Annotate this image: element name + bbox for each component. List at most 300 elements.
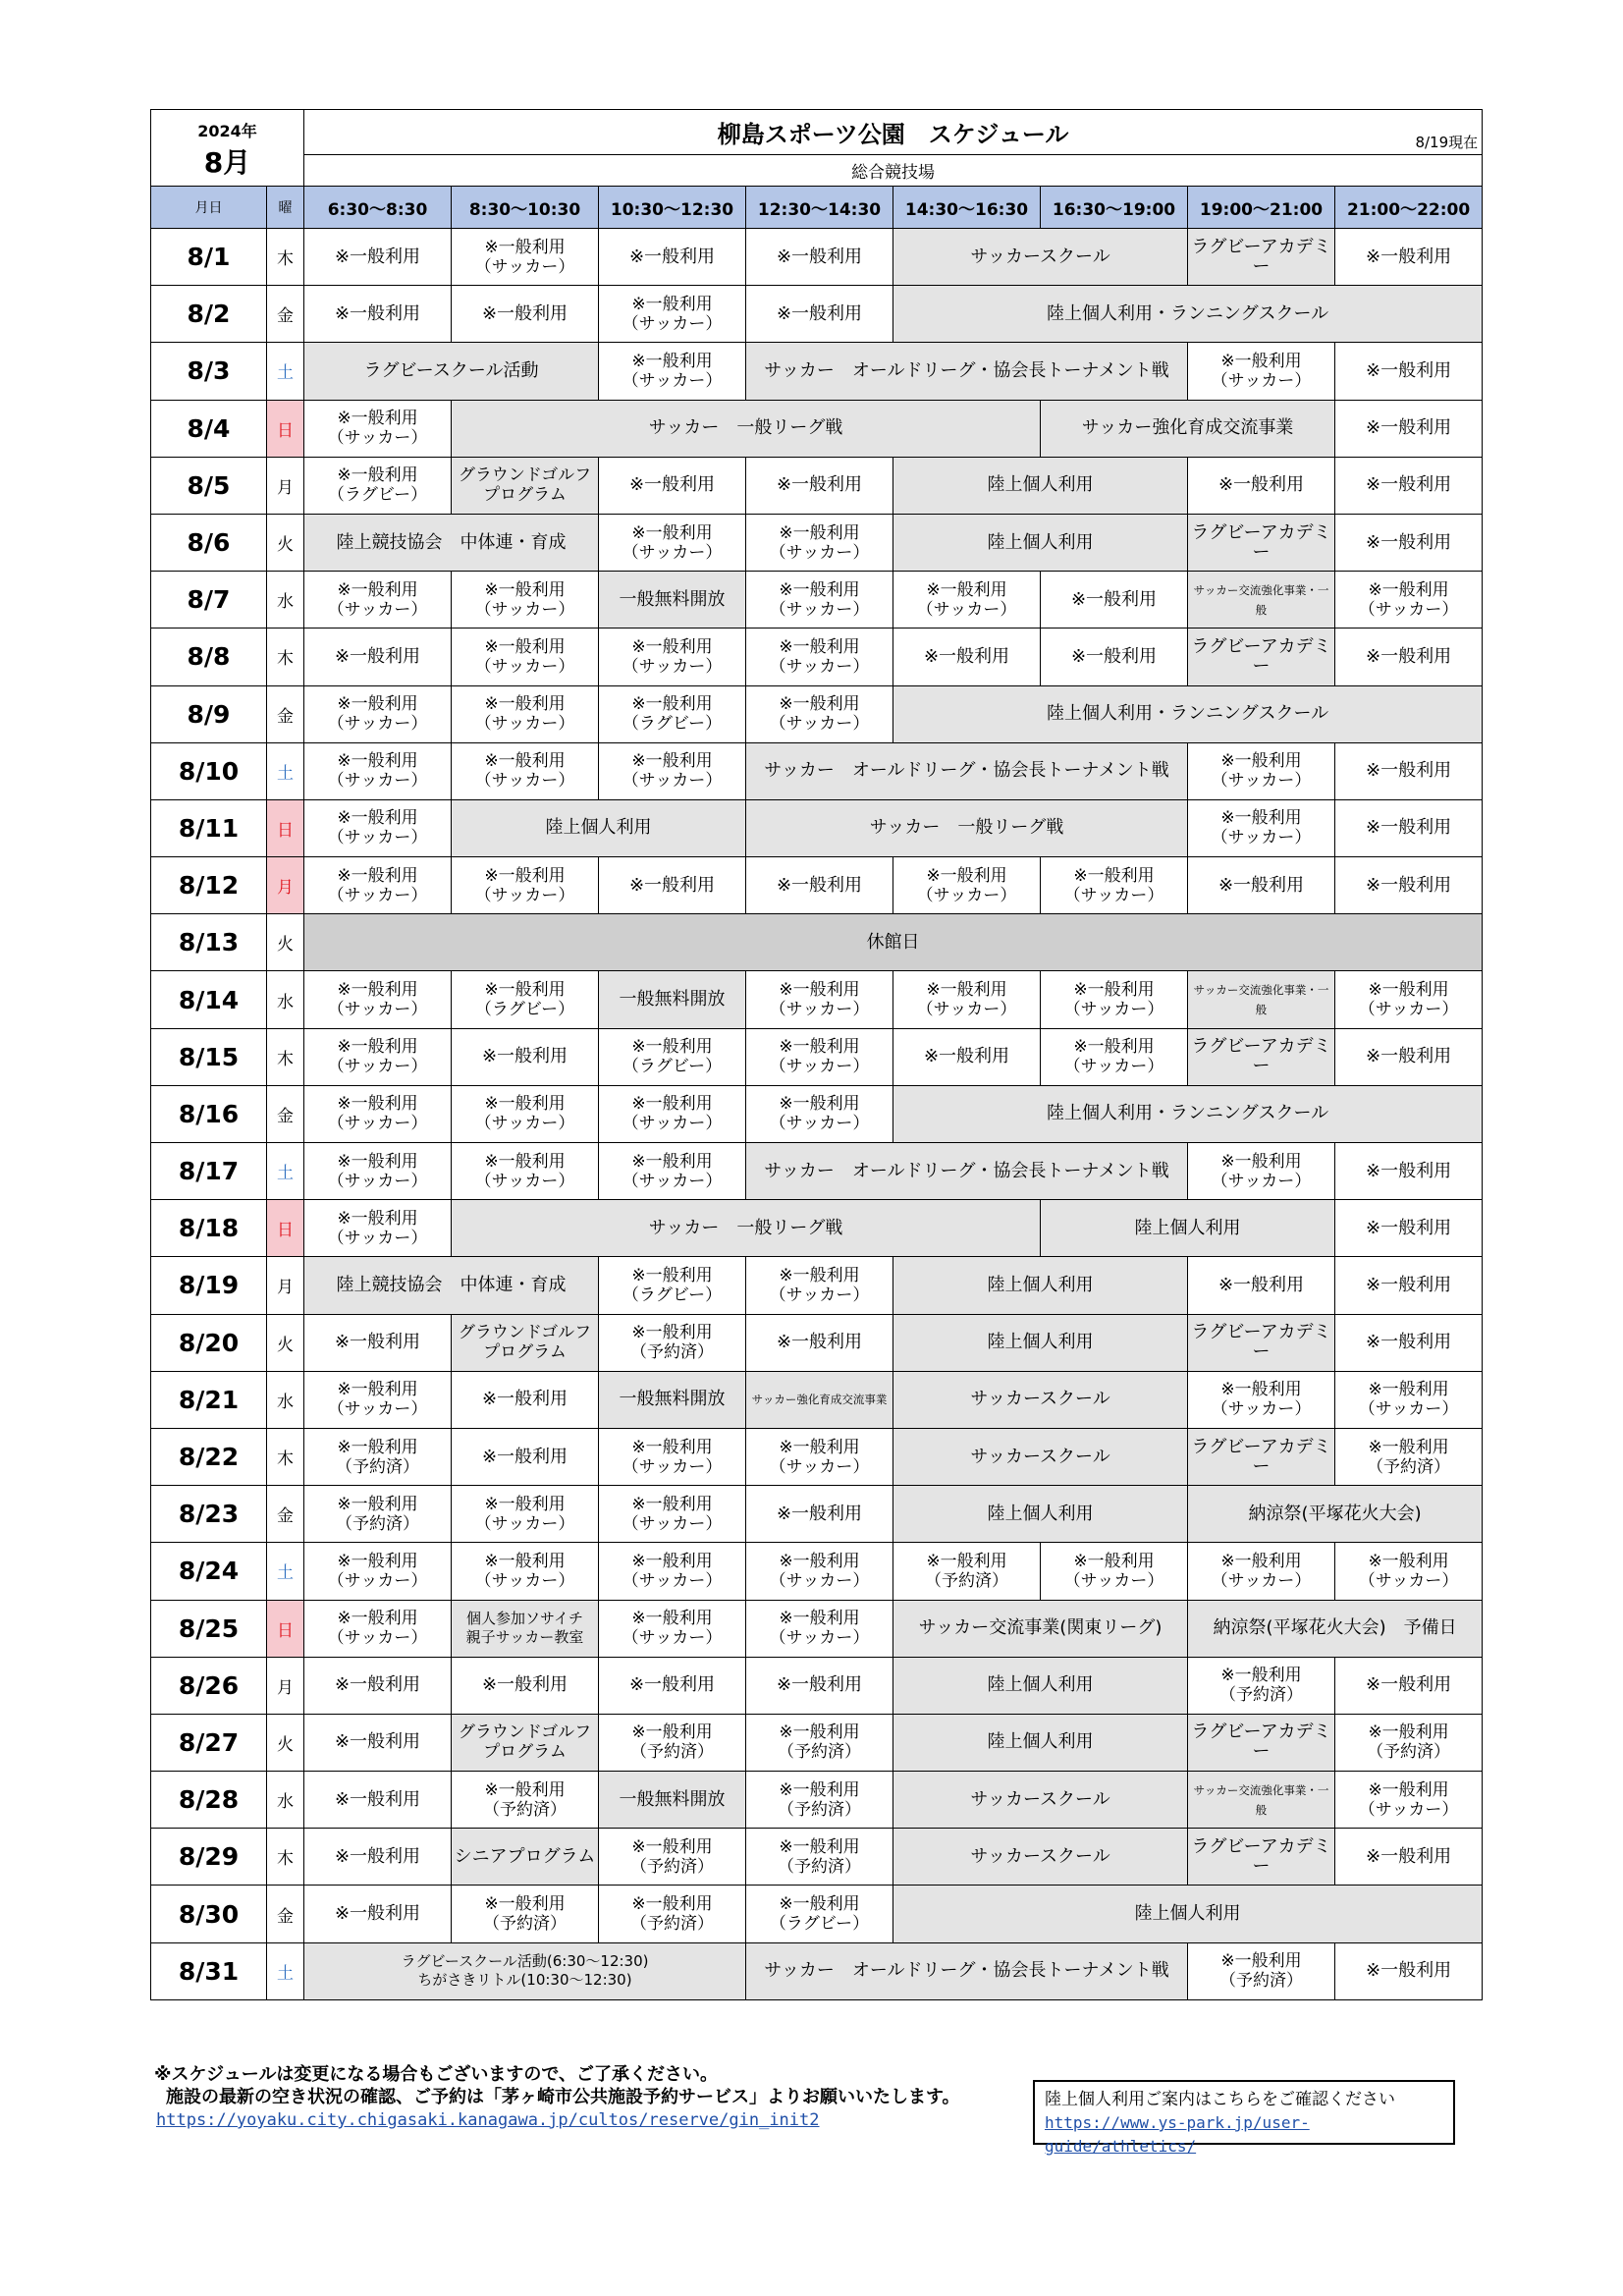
slot-cell: ※一般利用 （サッカー） — [599, 343, 746, 400]
venue-label: 総合競技場 — [304, 154, 1483, 186]
slot-cell: ※一般利用 （サッカー） — [452, 629, 599, 685]
column-header-slot: 6:30～8:30 — [304, 187, 452, 229]
date-cell: 8/18 — [151, 1200, 267, 1257]
slot-cell: サッカー オールドリーグ・協会長トーナメント戦 — [746, 742, 1188, 799]
slot-cell: ※一般利用 （サッカー） — [304, 1371, 452, 1428]
slot-cell: ※一般利用 （サッカー） — [304, 799, 452, 856]
slot-cell: ※一般利用 （サッカー） — [599, 286, 746, 343]
column-header-slot: 19:00～21:00 — [1188, 187, 1335, 229]
slot-cell: ※一般利用 （サッカー） — [1188, 742, 1335, 799]
slot-cell: 陸上個人利用 — [893, 1486, 1188, 1543]
weekday-cell: 木 — [267, 1028, 304, 1085]
date-cell: 8/22 — [151, 1428, 267, 1485]
slot-cell: サッカー オールドリーグ・協会長トーナメント戦 — [746, 1143, 1188, 1200]
date-cell: 8/21 — [151, 1371, 267, 1428]
slot-cell: ラグビーアカデミー — [1188, 1714, 1335, 1771]
slot-cell: ※一般利用 （サッカー） — [1335, 1543, 1483, 1600]
date-cell: 8/7 — [151, 572, 267, 629]
slot-cell: ※一般利用 （予約済） — [1335, 1428, 1483, 1485]
slot-cell: サッカースクール — [893, 1428, 1188, 1485]
schedule-row — [151, 1314, 1483, 1371]
slot-cell: ※一般利用 — [746, 1657, 893, 1714]
schedule-row — [151, 1543, 1483, 1600]
schedule-table — [150, 109, 1483, 2000]
slot-cell: サッカースクール — [893, 229, 1188, 286]
slot-cell: ※一般利用 （ラグビー） — [304, 457, 452, 514]
weekday-cell: 日 — [267, 1200, 304, 1257]
closed-day-cell: 休館日 — [304, 914, 1483, 971]
slot-cell: ※一般利用 （サッカー） — [452, 1143, 599, 1200]
slot-cell: 一般無料開放 — [599, 1371, 746, 1428]
slot-cell: ※一般利用 — [304, 629, 452, 685]
slot-cell: ※一般利用 — [452, 1428, 599, 1485]
slot-cell: ※一般利用 — [304, 229, 452, 286]
schedule-row — [151, 1428, 1483, 1485]
slot-cell: ※一般利用 — [452, 1657, 599, 1714]
slot-cell: ※一般利用 （ラグビー） — [746, 1886, 893, 1942]
date-cell: 8/27 — [151, 1714, 267, 1771]
weekday-cell: 水 — [267, 1772, 304, 1829]
slot-cell: ※一般利用 （予約済） — [1188, 1942, 1335, 1999]
slot-cell: 陸上個人利用・ランニングスクール — [893, 685, 1483, 742]
slot-cell: ※一般利用 — [1041, 572, 1188, 629]
weekday-cell: 土 — [267, 1543, 304, 1600]
weekday-cell: 月 — [267, 1257, 304, 1314]
slot-cell: ラグビーアカデミー — [1188, 1829, 1335, 1886]
weekday-cell: 木 — [267, 629, 304, 685]
slot-cell: グラウンドゴルフ プログラム — [452, 1314, 599, 1371]
column-header-slot: 10:30～12:30 — [599, 187, 746, 229]
slot-cell: ※一般利用 （サッカー） — [1188, 1143, 1335, 1200]
slot-cell: ※一般利用 （サッカー） — [1041, 857, 1188, 914]
slot-cell: ※一般利用 （サッカー） — [746, 629, 893, 685]
weekday-cell: 火 — [267, 1314, 304, 1371]
slot-cell: 陸上競技協会 中体連・育成 — [304, 1257, 599, 1314]
slot-cell: ※一般利用 （予約済） — [599, 1886, 746, 1942]
slot-cell: ラグビーアカデミー — [1188, 1028, 1335, 1085]
slot-cell: ※一般利用 — [1188, 857, 1335, 914]
weekday-cell: 月 — [267, 1657, 304, 1714]
slot-cell: ※一般利用 （予約済） — [304, 1428, 452, 1485]
weekday-cell: 土 — [267, 742, 304, 799]
slot-cell: ※一般利用 （サッカー） — [1041, 1543, 1188, 1600]
schedule-row — [151, 1257, 1483, 1314]
slot-cell: ※一般利用 （サッカー） — [599, 1428, 746, 1485]
weekday-cell: 木 — [267, 1428, 304, 1485]
slot-cell: ※一般利用 — [452, 1028, 599, 1085]
schedule-row — [151, 629, 1483, 685]
slot-cell: ※一般利用 （サッカー） — [452, 1085, 599, 1142]
schedule-row — [151, 857, 1483, 914]
slot-cell: ※一般利用 — [1335, 799, 1483, 856]
schedule-row — [151, 1886, 1483, 1942]
date-cell: 8/1 — [151, 229, 267, 286]
slot-cell: ※一般利用 — [304, 1657, 452, 1714]
slot-cell: ※一般利用 （サッカー） — [304, 1143, 452, 1200]
slot-cell: ※一般利用 — [746, 857, 893, 914]
schedule-row — [151, 1942, 1483, 1999]
column-header-weekday: 曜 — [267, 187, 304, 229]
slot-cell: ※一般利用 （サッカー） — [746, 1428, 893, 1485]
slot-cell: ※一般利用 — [1335, 857, 1483, 914]
schedule-row — [151, 514, 1483, 571]
slot-cell: ※一般利用 — [599, 457, 746, 514]
weekday-cell: 金 — [267, 1085, 304, 1142]
schedule-row — [151, 1486, 1483, 1543]
info-box-text: 陸上個人利用ご案内はこちらをご確認ください — [1045, 2090, 1395, 2109]
schedule-row — [151, 1600, 1483, 1657]
date-cell: 8/15 — [151, 1028, 267, 1085]
weekday-cell: 火 — [267, 514, 304, 571]
slot-cell: ※一般利用 （サッカー） — [452, 742, 599, 799]
as-of-date: 8/19現在 — [1415, 133, 1479, 151]
slot-cell: ※一般利用 — [1335, 1314, 1483, 1371]
slot-cell: サッカー強化育成交流事業 — [746, 1371, 893, 1428]
slot-cell: ※一般利用 （ラグビー） — [452, 971, 599, 1028]
date-cell: 8/4 — [151, 400, 267, 457]
schedule-row — [151, 457, 1483, 514]
slot-cell: ※一般利用 — [599, 857, 746, 914]
date-cell: 8/25 — [151, 1600, 267, 1657]
slot-cell: ※一般利用 （サッカー） — [304, 1028, 452, 1085]
weekday-cell: 月 — [267, 457, 304, 514]
slot-cell: サッカー オールドリーグ・協会長トーナメント戦 — [746, 343, 1188, 400]
column-header-row — [151, 187, 1483, 229]
slot-cell: 個人参加ソサイチ 親子サッカー教室 — [452, 1600, 599, 1657]
slot-cell: 陸上個人利用・ランニングスクール — [893, 1085, 1483, 1142]
slot-cell: 陸上個人利用 — [1041, 1200, 1335, 1257]
weekday-cell: 日 — [267, 1600, 304, 1657]
date-cell: 8/2 — [151, 286, 267, 343]
weekday-cell: 水 — [267, 971, 304, 1028]
notes — [154, 2063, 960, 2108]
slot-cell: ※一般利用 （予約済） — [599, 1829, 746, 1886]
slot-cell: ※一般利用 （サッカー） — [304, 857, 452, 914]
slot-cell: ※一般利用 （予約済） — [452, 1772, 599, 1829]
slot-cell: ※一般利用 （サッカー） — [1188, 799, 1335, 856]
slot-cell: ※一般利用 （予約済） — [746, 1714, 893, 1771]
athletics-guide-link[interactable]: https://www.ys-park.jp/user-guide/athletics/ — [1045, 2113, 1310, 2156]
slot-cell: ※一般利用 （サッカー） — [746, 1257, 893, 1314]
slot-cell: ※一般利用 — [1041, 629, 1188, 685]
slot-cell: 陸上個人利用 — [893, 1257, 1188, 1314]
slot-cell: ※一般利用 （予約済） — [452, 1886, 599, 1942]
slot-cell: ※一般利用 （サッカー） — [452, 1543, 599, 1600]
slot-cell: ※一般利用 （サッカー） — [304, 971, 452, 1028]
slot-cell: 一般無料開放 — [599, 971, 746, 1028]
slot-cell: ※一般利用 （サッカー） — [746, 685, 893, 742]
slot-cell: ※一般利用 — [304, 286, 452, 343]
date-cell: 8/26 — [151, 1657, 267, 1714]
slot-cell: ※一般利用 （予約済） — [1335, 1714, 1483, 1771]
weekday-cell: 金 — [267, 286, 304, 343]
slot-cell: 陸上個人利用 — [452, 799, 746, 856]
reservation-link[interactable]: https://yoyaku.city.chigasaki.kanagawa.jp/cultos/reserve/gin_init2 — [156, 2110, 820, 2130]
slot-cell: ※一般利用 （予約済） — [304, 1486, 452, 1543]
slot-cell: ※一般利用 — [1335, 229, 1483, 286]
slot-cell: ※一般利用 （サッカー） — [1188, 343, 1335, 400]
weekday-cell: 水 — [267, 572, 304, 629]
date-cell: 8/9 — [151, 685, 267, 742]
slot-cell: サッカースクール — [893, 1371, 1188, 1428]
schedule-row — [151, 914, 1483, 971]
slot-cell: ※一般利用 （予約済） — [1188, 1657, 1335, 1714]
slot-cell: ※一般利用 — [1335, 629, 1483, 685]
slot-cell: ※一般利用 （ラグビー） — [599, 1257, 746, 1314]
slot-cell: ※一般利用 （サッカー） — [1335, 971, 1483, 1028]
slot-cell: ※一般利用 — [1335, 1028, 1483, 1085]
schedule-row — [151, 1371, 1483, 1428]
slot-cell: ※一般利用 （サッカー） — [599, 629, 746, 685]
date-cell: 8/16 — [151, 1085, 267, 1142]
slot-cell: 陸上個人利用 — [893, 457, 1188, 514]
slot-cell: ※一般利用 — [1335, 1657, 1483, 1714]
slot-cell: ※一般利用 — [304, 1829, 452, 1886]
date-cell: 8/24 — [151, 1543, 267, 1600]
weekday-cell: 水 — [267, 1371, 304, 1428]
page-title: 柳島スポーツ公園 スケジュール — [717, 120, 1069, 148]
slot-cell: サッカー交流強化事業・一般 — [1188, 572, 1335, 629]
date-cell: 8/14 — [151, 971, 267, 1028]
slot-cell: ※一般利用 （サッカー） — [304, 1085, 452, 1142]
date-cell: 8/3 — [151, 343, 267, 400]
slot-cell: サッカースクール — [893, 1772, 1188, 1829]
slot-cell: ※一般利用 （サッカー） — [1335, 572, 1483, 629]
slot-cell: 陸上個人利用 — [893, 514, 1188, 571]
slot-cell: ※一般利用 — [1335, 514, 1483, 571]
slot-cell: ※一般利用 （サッカー） — [1041, 1028, 1188, 1085]
schedule-row — [151, 1714, 1483, 1771]
date-cell: 8/13 — [151, 914, 267, 971]
slot-cell: ※一般利用 （サッカー） — [1335, 1371, 1483, 1428]
slot-cell: ※一般利用 （サッカー） — [452, 857, 599, 914]
slot-cell: ※一般利用 （サッカー） — [1188, 1371, 1335, 1428]
schedule-row — [151, 1829, 1483, 1886]
date-cell: 8/5 — [151, 457, 267, 514]
slot-cell: ※一般利用 （サッカー） — [746, 514, 893, 571]
slot-cell: ※一般利用 （サッカー） — [746, 1600, 893, 1657]
slot-cell: ラグビーアカデミー — [1188, 1314, 1335, 1371]
slot-cell: ※一般利用 — [304, 1886, 452, 1942]
weekday-cell: 土 — [267, 1143, 304, 1200]
slot-cell: ※一般利用 — [452, 1371, 599, 1428]
schedule-row — [151, 1772, 1483, 1829]
slot-cell: ※一般利用 （サッカー） — [304, 400, 452, 457]
schedule-row — [151, 685, 1483, 742]
slot-cell: ※一般利用 — [1335, 1200, 1483, 1257]
date-cell: 8/10 — [151, 742, 267, 799]
schedule-row — [151, 971, 1483, 1028]
year-month-cell — [151, 110, 304, 187]
slot-cell: ※一般利用 — [1335, 742, 1483, 799]
slot-cell: ※一般利用 — [1335, 343, 1483, 400]
slot-cell: ※一般利用 （サッカー） — [304, 685, 452, 742]
weekday-cell: 金 — [267, 685, 304, 742]
schedule-row — [151, 1085, 1483, 1142]
column-header-slot: 21:00～22:00 — [1335, 187, 1483, 229]
slot-cell: ※一般利用 — [746, 1486, 893, 1543]
slot-cell: ※一般利用 （サッカー） — [599, 514, 746, 571]
weekday-cell: 金 — [267, 1886, 304, 1942]
schedule-row — [151, 400, 1483, 457]
weekday-cell: 火 — [267, 1714, 304, 1771]
slot-cell: ※一般利用 — [599, 1657, 746, 1714]
weekday-cell: 土 — [267, 343, 304, 400]
date-cell: 8/19 — [151, 1257, 267, 1314]
slot-cell: ※一般利用 （サッカー） — [304, 572, 452, 629]
date-cell: 8/28 — [151, 1772, 267, 1829]
slot-cell: ※一般利用 （ラグビー） — [599, 685, 746, 742]
slot-cell: ※一般利用 （サッカー） — [746, 1028, 893, 1085]
date-cell: 8/12 — [151, 857, 267, 914]
slot-cell: ※一般利用 — [893, 629, 1041, 685]
slot-cell: シニアプログラム — [452, 1829, 599, 1886]
slot-cell: サッカー オールドリーグ・協会長トーナメント戦 — [746, 1942, 1188, 1999]
schedule-row — [151, 1143, 1483, 1200]
slot-cell: ※一般利用 （予約済） — [746, 1772, 893, 1829]
column-header-slot: 8:30～10:30 — [452, 187, 599, 229]
slot-cell: ※一般利用 — [1335, 1257, 1483, 1314]
weekday-cell: 月 — [267, 857, 304, 914]
slot-cell: ※一般利用 （サッカー） — [1188, 1543, 1335, 1600]
slot-cell: ※一般利用 （サッカー） — [599, 742, 746, 799]
date-cell: 8/17 — [151, 1143, 267, 1200]
slot-cell: ※一般利用 （サッカー） — [746, 971, 893, 1028]
slot-cell: ※一般利用 （サッカー） — [304, 1543, 452, 1600]
slot-cell: 陸上個人利用 — [893, 1886, 1483, 1942]
schedule-row — [151, 742, 1483, 799]
weekday-cell: 土 — [267, 1942, 304, 1999]
slot-cell: ※一般利用 （サッカー） — [599, 1543, 746, 1600]
slot-cell: 陸上競技協会 中体連・育成 — [304, 514, 599, 571]
slot-cell: ※一般利用 （サッカー） — [304, 1600, 452, 1657]
weekday-cell: 木 — [267, 229, 304, 286]
slot-cell: ※一般利用 （サッカー） — [599, 1143, 746, 1200]
slot-cell: サッカー強化育成交流事業 — [1041, 400, 1335, 457]
slot-cell: ※一般利用 （ラグビー） — [599, 1028, 746, 1085]
slot-cell: 陸上個人利用・ランニングスクール — [893, 286, 1483, 343]
note-line-2: 施設の最新の空き状況の確認、ご予約は「茅ヶ崎市公共施設予約サービス」よりお願いいたします。 — [166, 2087, 960, 2107]
slot-cell: ※一般利用 （サッカー） — [452, 685, 599, 742]
slot-cell: ※一般利用 — [893, 1028, 1041, 1085]
title-cell — [304, 110, 1483, 155]
slot-cell: ※一般利用 — [1188, 457, 1335, 514]
slot-cell: ※一般利用 — [304, 1714, 452, 1771]
weekday-cell: 日 — [267, 400, 304, 457]
slot-cell: 陸上個人利用 — [893, 1657, 1188, 1714]
slot-cell: ※一般利用 （サッカー） — [599, 1085, 746, 1142]
schedule-row — [151, 229, 1483, 286]
weekday-cell: 火 — [267, 914, 304, 971]
slot-cell: ※一般利用 — [452, 286, 599, 343]
schedule-row — [151, 799, 1483, 856]
slot-cell: サッカー交流事業(関東リーグ) — [893, 1600, 1188, 1657]
slot-cell: ※一般利用 — [599, 229, 746, 286]
slot-cell: グラウンドゴルフ プログラム — [452, 1714, 599, 1771]
slot-cell: ※一般利用 — [1188, 1257, 1335, 1314]
slot-cell: 納涼祭(平塚花火大会) — [1188, 1486, 1483, 1543]
schedule-row — [151, 1657, 1483, 1714]
info-box — [1033, 2080, 1455, 2156]
slot-cell: ※一般利用 — [746, 229, 893, 286]
slot-cell: ※一般利用 （サッカー） — [746, 1543, 893, 1600]
weekday-cell: 金 — [267, 1486, 304, 1543]
slot-cell: ※一般利用 （サッカー） — [746, 572, 893, 629]
slot-cell: 一般無料開放 — [599, 1772, 746, 1829]
slot-cell: ※一般利用 （サッカー） — [746, 1085, 893, 1142]
slot-cell: ※一般利用 （サッカー） — [1335, 1772, 1483, 1829]
slot-cell: ※一般利用 — [1335, 400, 1483, 457]
schedule-row — [151, 572, 1483, 629]
schedule-row — [151, 286, 1483, 343]
slot-cell: ※一般利用 （予約済） — [599, 1714, 746, 1771]
slot-cell: ※一般利用 — [1335, 457, 1483, 514]
date-cell: 8/6 — [151, 514, 267, 571]
slot-cell: ※一般利用 （予約済） — [746, 1829, 893, 1886]
slot-cell: ※一般利用 （サッカー） — [452, 229, 599, 286]
slot-cell: ※一般利用 （サッカー） — [599, 1486, 746, 1543]
date-cell: 8/8 — [151, 629, 267, 685]
slot-cell: サッカースクール — [893, 1829, 1188, 1886]
slot-cell: ※一般利用 — [1335, 1829, 1483, 1886]
slot-cell: 納涼祭(平塚花火大会) 予備日 — [1188, 1600, 1483, 1657]
slot-cell: ※一般利用 — [304, 1772, 452, 1829]
slot-cell: サッカー交流強化事業・一般 — [1188, 971, 1335, 1028]
slot-cell: ※一般利用 — [746, 1314, 893, 1371]
slot-cell: サッカー 一般リーグ戦 — [746, 799, 1188, 856]
slot-cell: ※一般利用 （サッカー） — [304, 1200, 452, 1257]
slot-cell: ※一般利用 （予約済） — [893, 1543, 1041, 1600]
slot-cell: ※一般利用 （サッカー） — [893, 572, 1041, 629]
slot-cell: ※一般利用 — [746, 286, 893, 343]
slot-cell: ラグビースクール活動 — [304, 343, 599, 400]
schedule-row — [151, 1028, 1483, 1085]
slot-cell: 一般無料開放 — [599, 572, 746, 629]
slot-cell: ※一般利用 （サッカー） — [304, 742, 452, 799]
column-header-date: 月日 — [151, 187, 267, 229]
date-cell: 8/11 — [151, 799, 267, 856]
slot-cell: サッカー交流強化事業・一般 — [1188, 1772, 1335, 1829]
year-label: 2024年 — [197, 122, 257, 140]
slot-cell: ※一般利用 （サッカー） — [452, 572, 599, 629]
date-cell: 8/23 — [151, 1486, 267, 1543]
slot-cell: サッカー 一般リーグ戦 — [452, 400, 1041, 457]
slot-cell: グラウンドゴルフ プログラム — [452, 457, 599, 514]
slot-cell: ※一般利用 （サッカー） — [452, 1486, 599, 1543]
column-header-slot: 14:30～16:30 — [893, 187, 1041, 229]
slot-cell: ※一般利用 （サッカー） — [599, 1600, 746, 1657]
slot-cell: ラグビーアカデミー — [1188, 629, 1335, 685]
slot-cell: ※一般利用 — [746, 457, 893, 514]
month-label: 8月 — [203, 146, 251, 179]
slot-cell: ※一般利用 — [1335, 1143, 1483, 1200]
note-line-1: ※スケジュールは変更になる場合もございますので、ご了承ください。 — [154, 2064, 719, 2085]
schedule-row — [151, 343, 1483, 400]
slot-cell: ラグビースクール活動(6:30～12:30) ちがさきリトル(10:30～12:30) — [304, 1942, 746, 1999]
slot-cell: ※一般利用 （サッカー） — [893, 857, 1041, 914]
date-cell: 8/31 — [151, 1942, 267, 1999]
weekday-cell: 木 — [267, 1829, 304, 1886]
date-cell: 8/30 — [151, 1886, 267, 1942]
slot-cell: 陸上個人利用 — [893, 1314, 1188, 1371]
slot-cell: ※一般利用 — [304, 1314, 452, 1371]
slot-cell: ※一般利用 — [1335, 1942, 1483, 1999]
slot-cell: ラグビーアカデミー — [1188, 229, 1335, 286]
column-header-slot: 12:30～14:30 — [746, 187, 893, 229]
slot-cell: ラグビーアカデミー — [1188, 514, 1335, 571]
weekday-cell: 日 — [267, 799, 304, 856]
slot-cell: ※一般利用 （サッカー） — [1041, 971, 1188, 1028]
